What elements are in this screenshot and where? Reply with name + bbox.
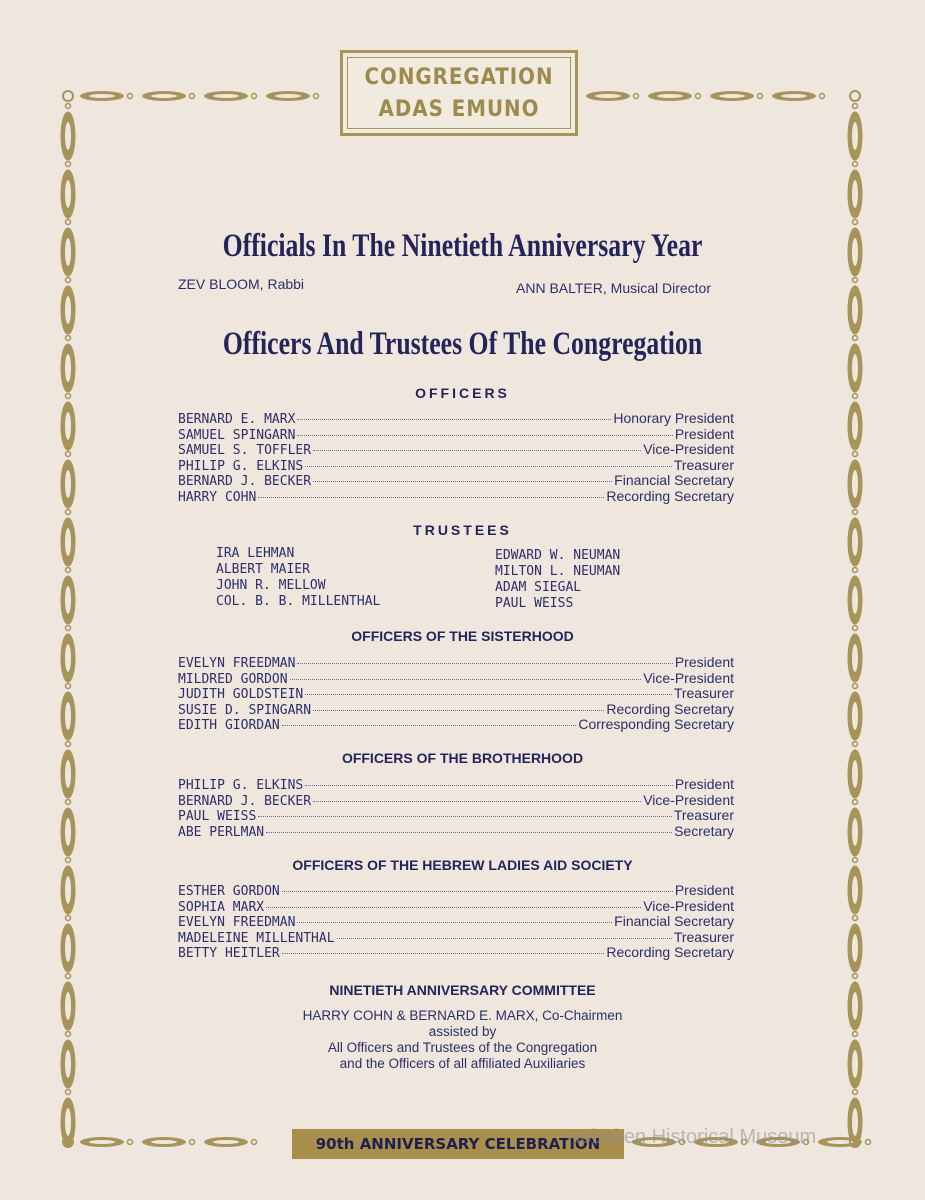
officer-name: BETTY HEITLER (178, 946, 280, 962)
officer-role: Vice-President (643, 791, 734, 808)
officer-name: ABE PERLMAN (178, 824, 265, 840)
officer-name: EDITH GIORDAN (178, 718, 280, 734)
officer-name: EVELYN FREEDMAN (178, 656, 296, 671)
officer-row (178, 913, 734, 929)
officer-row (178, 410, 734, 426)
officer-role: Vice-President (643, 897, 734, 914)
nameplate-line1: CONGREGATION (364, 65, 554, 90)
officials-title: Officials In The Ninetieth Anniversary Year (222, 228, 703, 264)
dotted-leader (282, 953, 605, 954)
trustees-left-column (216, 546, 380, 610)
officer-row (178, 472, 734, 488)
officer-row (178, 823, 734, 839)
officer-name: SAMUEL S. TOFFLER (178, 443, 312, 459)
ladies-aid-heading: OFFICERS OF THE HEBREW LADIES AID SOCIETY (292, 857, 633, 873)
committee-chairs: HARRY COHN & BERNARD E. MARX, Co-Chairmen (302, 1008, 623, 1023)
officer-name: SOPHIA MARX (178, 899, 265, 915)
officers-heading: OFFICERS (415, 385, 510, 401)
trustee-name: ALBERT MAIER (216, 562, 310, 577)
dotted-leader (297, 435, 672, 436)
officers-list (178, 410, 734, 504)
officers-trustees-title: Officers And Trustees Of The Congregation (222, 326, 703, 362)
officer-row (178, 716, 734, 732)
trustee-name: ADAM SIEGAL (495, 580, 582, 595)
brotherhood-list (178, 776, 734, 838)
officer-row (178, 441, 734, 457)
officer-name: SUSIE D. SPINGARN (178, 702, 312, 718)
officer-name: PAUL WEISS (178, 809, 257, 825)
officer-name: JUDITH GOLDSTEIN (178, 687, 304, 703)
officer-name: MILDRED GORDON (178, 671, 288, 687)
officer-name: ESTHER GORDON (178, 884, 280, 899)
trustees-heading: TRUSTEES (413, 522, 512, 538)
dotted-leader (258, 497, 604, 498)
officer-row (178, 670, 734, 686)
officer-name: BERNARD E. MARX (178, 412, 296, 427)
ladies-aid-list (178, 882, 734, 960)
trustee-name: COL. B. B. MILLENTHAL (216, 594, 381, 609)
officer-row (178, 457, 734, 473)
sisterhood-list (178, 654, 734, 732)
officer-row (178, 685, 734, 701)
officer-name: BERNARD J. BECKER (178, 793, 312, 809)
officer-role: President (674, 425, 734, 442)
officer-role: Vice-President (643, 669, 734, 686)
committee-line3: All Officers and Trustees of the Congregation (327, 1040, 598, 1055)
officer-name: EVELYN FREEDMAN (178, 915, 296, 931)
officer-role: Corresponding Secretary (578, 716, 734, 733)
dotted-leader (313, 801, 641, 802)
officer-name: BERNARD J. BECKER (178, 474, 312, 490)
dotted-leader (297, 922, 612, 923)
trustee-name: IRA LEHMAN (216, 546, 295, 561)
officer-role: Treasurer (673, 928, 734, 945)
committee-line4: and the Officers of all affiliated Auxiliaries (339, 1056, 586, 1071)
dotted-leader (313, 710, 604, 711)
dotted-leader (305, 466, 672, 467)
dotted-leader (290, 679, 642, 680)
museum-watermark: Hoboken Historical Museum (566, 1126, 817, 1148)
officer-role: Recording Secretary (606, 487, 734, 504)
trustees-right-column (495, 548, 620, 612)
officer-row (178, 776, 734, 792)
officer-name: PHILIP G. ELKINS (178, 458, 304, 474)
officer-row (178, 882, 734, 898)
officer-name: PHILIP G. ELKINS (178, 778, 304, 793)
officer-row (178, 792, 734, 808)
committee-heading: NINETIETH ANNIVERSARY COMMITTEE (329, 982, 596, 998)
dotted-leader (313, 450, 641, 451)
officer-row (178, 426, 734, 442)
officer-row (178, 488, 734, 504)
dotted-leader (266, 832, 672, 833)
congregation-nameplate (340, 50, 578, 136)
officer-row (178, 701, 734, 717)
officer-name: HARRY COHN (178, 489, 257, 505)
officer-name: MADELEINE MILLENTHAL (178, 930, 335, 946)
officer-row (178, 898, 734, 914)
dotted-leader (337, 938, 672, 939)
dotted-leader (305, 694, 672, 695)
trustee-name: PAUL WEISS (495, 596, 574, 611)
officer-role: Treasurer (673, 807, 734, 824)
nameplate-line2: ADAS EMUNO (378, 97, 540, 122)
brotherhood-heading: OFFICERS OF THE BROTHERHOOD (341, 750, 584, 766)
officer-role: Recording Secretary (606, 700, 734, 717)
officer-row (178, 654, 734, 670)
officer-role: Treasurer (673, 685, 734, 702)
officer-role: President (674, 882, 734, 898)
trustee-name: MILTON L. NEUMAN (495, 564, 621, 579)
trustee-name: EDWARD W. NEUMAN (495, 548, 621, 563)
dotted-leader (282, 891, 673, 892)
officer-role: Vice-President (643, 441, 734, 458)
officer-role: Financial Secretary (614, 913, 734, 930)
dotted-leader (305, 785, 673, 786)
officer-row (178, 807, 734, 823)
dotted-leader (297, 419, 611, 420)
officer-role: Secretary (674, 822, 734, 839)
officer-role: President (674, 776, 734, 792)
dotted-leader (313, 481, 612, 482)
dotted-leader (282, 725, 577, 726)
rabbi-line: ZEV BLOOM, Rabbi (178, 276, 305, 292)
dotted-leader (297, 663, 672, 664)
dotted-leader (266, 907, 641, 908)
committee-assisted: assisted by (428, 1024, 497, 1039)
officer-row (178, 929, 734, 945)
trustee-name: JOHN R. MELLOW (216, 578, 326, 593)
director-line: ANN BALTER, Musical Director (516, 280, 712, 296)
officer-role: Recording Secretary (606, 944, 734, 961)
dotted-leader (258, 816, 672, 817)
banner-text: 90th ANNIVERSARY CELEBRATION (315, 1135, 601, 1153)
officer-role: Treasurer (673, 456, 734, 473)
sisterhood-heading: OFFICERS OF THE SISTERHOOD (351, 628, 574, 644)
officer-role: Honorary President (613, 410, 734, 426)
officer-role: President (674, 654, 734, 670)
officer-row (178, 944, 734, 960)
officer-role: Financial Secretary (614, 472, 734, 489)
officer-name: SAMUEL SPINGARN (178, 427, 296, 443)
